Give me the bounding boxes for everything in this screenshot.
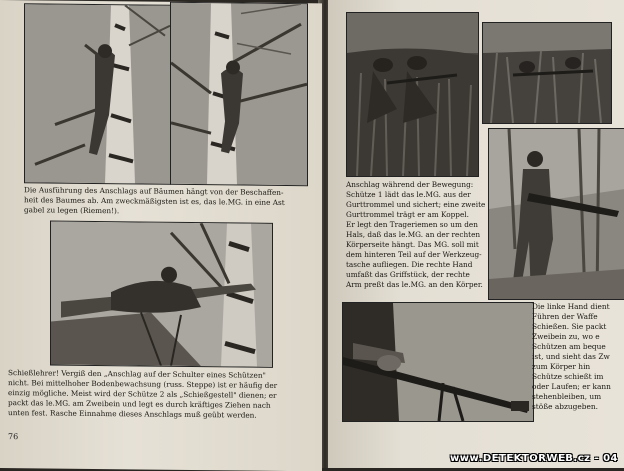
photo-soldiers-in-tall-grass — [346, 12, 479, 177]
caption-line: Schütze 1 lädt das le.MG. aus der — [346, 190, 471, 199]
photo-soldiers-in-brush — [482, 22, 612, 124]
caption-line: einzig mögliche. Meist wird der Schütze 2 als „Schießgestell" dienen; er — [8, 388, 277, 400]
caption-line: Schießlehrer! Vergiß den „Anschlag auf der Schulter eines Schützen" — [8, 368, 266, 380]
caption-line: stöße abzugeben. — [532, 402, 598, 411]
right-page — [328, 0, 624, 468]
caption-line: nicht. Bei mittelhoher Bodenbewachsung (russ. Steppe) ist er häufig der — [8, 378, 278, 390]
caption-line: zum Körper hin — [532, 362, 591, 371]
caption-line: Schießen. Sie packt — [532, 322, 607, 331]
caption-line: Führen der Waffe — [532, 312, 598, 321]
caption-line: Schütze schießt im — [532, 372, 604, 381]
caption-line: Er legt den Trageriemen so um den — [346, 220, 478, 229]
photo-machine-gun-in-tree-fork — [50, 221, 273, 368]
caption-line: Die Ausführung des Anschlags auf Bäumen hängt von der Beschaffen- — [24, 185, 284, 197]
page-number: 76 — [8, 432, 19, 442]
caption-line: packt das le.MG. am Zweibein und legt es durch kräftiges Ziehen nach — [8, 398, 271, 410]
caption-firing-while-moving — [346, 180, 494, 290]
caption-tree-firing-position — [24, 185, 308, 218]
caption-line: gabel zu legen (Riemen!). — [24, 205, 120, 216]
caption-line: ist, und sieht das Zw — [532, 352, 610, 361]
photo-soldier-carrying-machine-gun — [488, 128, 624, 300]
caption-shoulder-firing-position — [8, 368, 310, 421]
caption-line: stehenbleiben, um — [532, 392, 602, 401]
caption-left-hand-guides-weapon — [532, 302, 624, 412]
caption-line: Zweibein zu, wo e — [532, 332, 600, 341]
photo-soldier-in-birch-tree-right — [170, 2, 308, 186]
photo-hands-on-machine-gun-bipod — [342, 302, 534, 422]
caption-line: oder Laufen; er kann — [532, 382, 611, 391]
caption-line: Schützen am beque — [532, 342, 606, 351]
caption-line: umfaßt das Griffstück, der rechte — [346, 270, 470, 279]
caption-line: heit des Baumes ab. Am zweckmäßigsten ist es, das le.MG. in eine Ast — [24, 195, 285, 207]
caption-line: unten fest. Rasche Einnahme dieses Anschlags muß geübt werden. — [8, 408, 257, 420]
caption-line: Gurttrommel trägt er am Koppel. — [346, 210, 469, 219]
watermark: www.DETEKTORWEB.cz - 04 — [450, 453, 618, 464]
caption-line: Hals, daß das le.MG. an der rechten — [346, 230, 481, 239]
caption-line: tasche aufliegen. Die rechte Hand — [346, 260, 473, 269]
caption-line: Körperseite hängt. Das MG. soll mit — [346, 240, 479, 249]
caption-line: Arm preßt das le.MG. an den Körper. — [346, 280, 483, 289]
photo-soldier-in-birch-tree-left — [24, 3, 171, 185]
caption-line: Anschlag während der Bewegung: — [346, 180, 474, 189]
caption-line: Gurttrommel und sichert; eine zweite — [346, 200, 486, 209]
caption-line: dem hinteren Teil auf der Werkzeug- — [346, 250, 482, 259]
caption-line: Die linke Hand dient — [532, 302, 610, 311]
